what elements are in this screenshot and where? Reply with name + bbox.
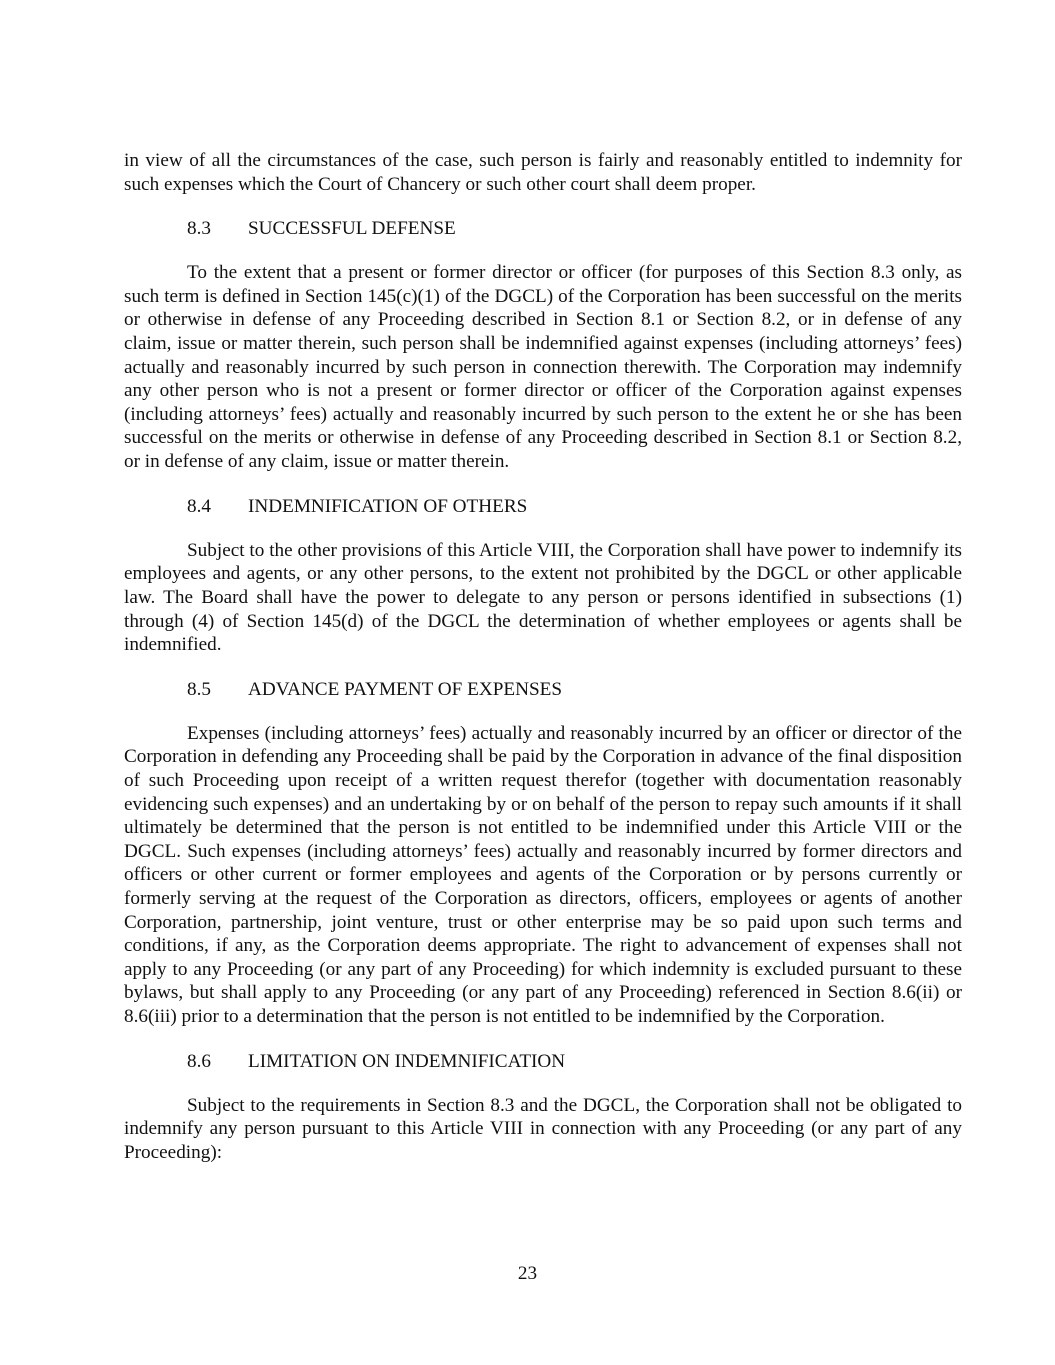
section-body-8-6: Subject to the requirements in Section 8.3 and the DGCL, the Corporation shall not be obligated to indemnify any person pursuant to this Article VIII in connection with any Proceeding (or any part of any Proceeding): (124, 1094, 962, 1163)
section-number: 8.5 (187, 678, 211, 700)
section-title: LIMITATION ON INDEMNIFICATION (248, 1050, 566, 1072)
section-heading-8-6 (187, 1050, 962, 1074)
section-title: ADVANCE PAYMENT OF EXPENSES (248, 678, 563, 700)
section-body-8-5: Expenses (including attorneys’ fees) actually and reasonably incurred by an officer or director of the Corporation in defending any Proceeding shall be paid by the Corporation in advance of the final disposition of such Proceeding upon receipt of a written request therefor (together with documentation reasonably evidencing such expenses) and an undertaking by or on behalf of the person to repay such amounts if it shall ultimately be determined that the person is not entitled to be indemnified under this Article VIII or the DGCL. Such expenses (including attorneys’ fees) actually and reasonably incurred by former directors and officers or other current or former employees and agents of the Corporation or by persons currently or formerly serving at the request of the Corporation as directors, officers, employees or agents of another Corporation, partnership, joint venture, trust or other enterprise may be so paid upon such terms and conditions, if any, as the Corporation deems appropriate. The right to advancement of expenses shall not apply to any Proceeding (or any part of any Proceeding) for which indemnity is excluded pursuant to these bylaws, but shall apply to any Proceeding (or any part of any Proceeding) referenced in Section 8.6(ii) or 8.6(iii) prior to a determination that the person is not entitled to be indemnified by the Corporation. (124, 722, 962, 1027)
page-number: 23 (517, 1263, 538, 1284)
section-body-8-3: To the extent that a present or former director or officer (for purposes of this Section 8.3 only, as such term is defined in Section 145(c)(1) of the DGCL) of the Corporation has been successful on the merits or otherwise in defense of any Proceeding described in Section 8.1 or Section 8.2, or in defense of any claim, issue or matter therein, such person shall be indemnified against expenses (including attorneys’ fees) actually and reasonably incurred by such person in connection therewith. The Corporation may indemnify any other person who is not a present or former director or officer of the Corporation against expenses (including attorneys’ fees) actually and reasonably incurred by such person to the extent he or she has been successful on the merits or otherwise in defense of any Proceeding described in Section 8.1 or Section 8.2, or in defense of any claim, issue or matter therein. (124, 262, 962, 473)
section-title: INDEMNIFICATION OF OTHERS (248, 495, 528, 517)
section-heading-8-3 (187, 217, 962, 241)
section-number: 8.3 (187, 218, 211, 240)
section-heading-8-5 (187, 678, 962, 702)
section-number: 8.6 (187, 1050, 211, 1072)
intro-paragraph: in view of all the circumstances of the case, such person is fairly and reasonably entitled to indemnity for such expenses which the Court of Chancery or such other court shall deem proper. (124, 150, 962, 195)
section-body-8-4: Subject to the other provisions of this Article VIII, the Corporation shall have power to indemnify its employees and agents, or any other persons, to the extent not prohibited by the DGCL or other applicable law. The Board shall have the power to delegate to any person or persons identified in subsections (1) through (4) of Section 145(d) of the DGCL the determination of whether employees or agents shall be indemnified. (124, 539, 962, 656)
section-title: SUCCESSFUL DEFENSE (248, 218, 456, 240)
section-heading-8-4 (187, 495, 962, 519)
section-number: 8.4 (187, 495, 211, 517)
document-page (124, 149, 962, 1164)
